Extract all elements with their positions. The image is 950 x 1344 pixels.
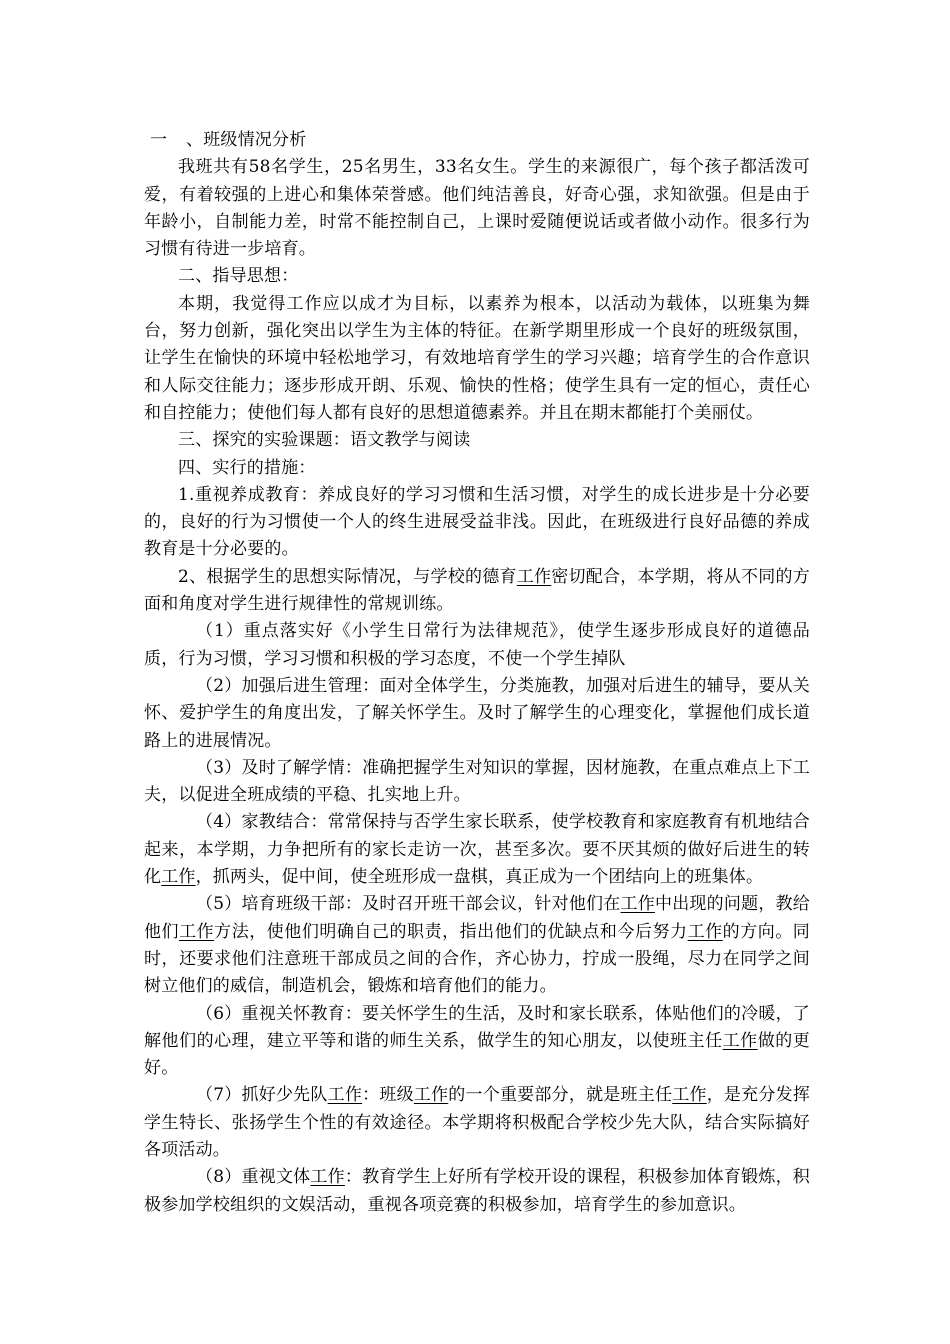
text-run: （5）培育班级干部：及时召开班干部会议，针对他们在 — [196, 894, 621, 915]
text-run: 2、根据学生的思想实际情况，与学校的德育 — [178, 566, 517, 587]
text-run: 的一个重要部分，就是班主任 — [448, 1085, 673, 1106]
sub-measure-6 — [144, 1001, 810, 1083]
heading-title: 、班级情况分析 — [186, 130, 307, 150]
section-heading-2: 二、指导思想： — [178, 266, 299, 287]
sub-measure-3: （3）及时了解学情：准确把握学生对知识的掌握，因材施教，在重点难点上下工夫，以促进全班成绩的平稳、扎实地上升。 — [144, 757, 810, 806]
document-body — [144, 127, 810, 1219]
work-link[interactable]: 工作 — [413, 1085, 449, 1106]
sub-measure-7 — [144, 1082, 810, 1164]
work-link[interactable]: 工作 — [722, 1030, 758, 1051]
section-heading-1 — [144, 127, 810, 154]
text-run: ，抓两头，促中间，使全班形成一盘棋，真正成为一个团结向上的班集体。 — [195, 867, 764, 888]
work-link[interactable]: 工作 — [161, 867, 196, 888]
text-run: 做的更好。 — [144, 1030, 810, 1079]
sub-measure-4 — [144, 809, 810, 891]
text-run: 密切配合，本学期，将从不同的方面和角度对学生进行规律性的常规训练。 — [144, 566, 810, 615]
work-link[interactable]: 工作 — [179, 921, 215, 942]
guiding-thought-paragraph: 本期，我觉得工作应以成才为目标，以素养为根本，以活动为载体，以班集为舞台，努力创新，强化突出以学生为主体的特征。在新学期里形成一个良好的班级氛围，让学生在愉快的环境中轻松地学习，有效地培育学生的学习兴趣；培育学生的合作意识和人际交往能力；逐步形成开朗、乐观、愉快的性格；使学生具有一定的恒心，责任心和自控能力；使他们每人都有良好的思想道德素养。并且在期末都能打个美丽仗。 — [144, 293, 810, 423]
text-run: （4）家教结合：常常保持与否学生家长联系，使学校教育和家庭教育有机地结合起来，本学期，力争把所有的家长走访一次，甚至多次。要不厌其烦的做好后进生的转化 — [144, 812, 810, 888]
text-run: （7）抓好少先队 — [196, 1085, 328, 1106]
class-analysis-paragraph: 我班共有58名学生，25名男生，33名女生。学生的来源很广，每个孩子都活泼可爱，有着较强的上进心和集体荣誉感。他们纯洁善良，好奇心强，求知欲强。但是由于年龄小，自制能力差，时常不能控制自己，上课时爱随便说话或者做小动作。很多行为习惯有待进一步培育。 — [144, 157, 810, 260]
work-link[interactable]: 工作 — [672, 1085, 707, 1106]
sub-measure-8 — [144, 1164, 810, 1219]
work-link[interactable]: 工作 — [327, 1085, 363, 1106]
text-run: ，是充分发挥学生特长、张扬学生个性的有效途径。本学期将积极配合学校少先大队，结合实际搞好各项活动。 — [144, 1085, 811, 1160]
sub-measure-1: （1）重点落实好《小学生日常行为法律规范》，使学生逐步形成良好的道德品质，行为习惯，学习习惯和积极的学习态度，不使一个学生掉队 — [144, 621, 810, 669]
text-run: 的方向。同时，还要求他们注意班干部成员之间的合作，齐心协力，拧成一股绳，尽力在同学之间树立他们的威信，制造机会，锻炼和培育他们的能力。 — [144, 921, 811, 997]
measure-1-paragraph: 1.重视养成教育：养成良好的学习习惯和生活习惯，对学生的成长进步是十分必要的，良好的行为习惯使一个人的终生进展受益非浅。因此，在班级进行良好品德的养成教育是十分必要的。 — [144, 484, 810, 560]
work-link[interactable]: 工作 — [516, 566, 552, 587]
text-run: （8）重视文体 — [196, 1167, 311, 1188]
text-run: （6）重视关怀教育：要关怀学生的生活，及时和家长联系，体贴他们的冷暖，了解他们的心理，建立平等和谐的师生关系，做学生的知心朋友，以使班主任 — [144, 1003, 810, 1051]
section-heading-4: 四、实行的措施： — [178, 457, 316, 478]
text-run: 方法，使他们明确自己的职责，指出他们的优缺点和今后努力 — [214, 921, 688, 942]
work-link[interactable]: 工作 — [310, 1167, 345, 1188]
sub-measure-5 — [144, 891, 810, 1000]
work-link[interactable]: 工作 — [620, 894, 655, 915]
measure-2-paragraph — [144, 564, 810, 619]
text-run: ：班级 — [362, 1085, 414, 1106]
sub-measure-2: （2）加强后进生管理：面对全体学生，分类施教，加强对后进生的辅导，要从关怀、爱护学生的角度出发，了解关怀学生。及时了解学生的心理变化，掌握他们成长道路上的进展情况。 — [144, 675, 810, 751]
section-heading-3: 三、探究的实验课题：语文教学与阅读 — [178, 430, 471, 451]
text-run: 中出现的问题，教给他们 — [144, 894, 810, 942]
work-link[interactable]: 工作 — [687, 921, 723, 942]
heading-number: 一 — [150, 130, 168, 150]
text-run: ：教育学生上好所有学校开设的课程，积极参加体育锻炼，积极参加学校组织的文娱活动，重视各项竞赛的积极参加，培育学生的参加意识。 — [144, 1167, 811, 1215]
